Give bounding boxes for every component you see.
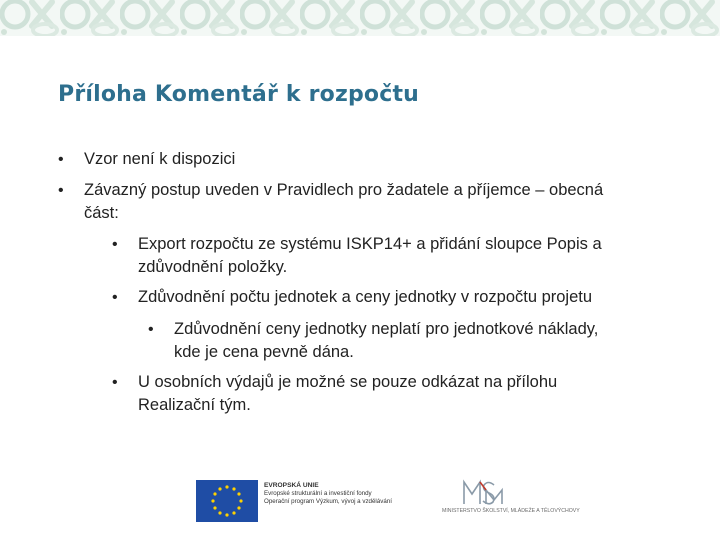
bullet-text: Závazný postup uveden v Pravidlech pro žadatele a příjemce – obecná: [84, 181, 604, 199]
slide-title: Příloha Komentář k rozpočtu: [58, 82, 420, 107]
bullet-text: Zdůvodnění ceny jednotky neplatí pro jednotkové náklady,: [174, 320, 599, 338]
bullet-item: [112, 371, 558, 417]
eu-logo-text: [264, 482, 434, 506]
eu-flag-icon: [196, 480, 258, 522]
footer-logos: [196, 476, 580, 524]
eu-logo-line: EVROPSKÁ UNIE: [264, 482, 319, 489]
msmt-logo-text: MINISTERSTVO ŠKOLSTVÍ, MLÁDEŽE A TĚLOVÝCHOVY: [442, 508, 580, 514]
bullet-text: Vzor není k dispozici: [84, 150, 236, 168]
bullet-icon: •: [58, 151, 64, 168]
bullet-text: U osobních výdajů je možné se pouze odkázat na přílohu: [138, 373, 558, 391]
bullet-item: [58, 179, 604, 225]
bullet-icon: •: [112, 289, 118, 306]
bullet-text: kde je cena pevně dána.: [174, 343, 354, 361]
bullet-text: Zdůvodnění počtu jednotek a ceny jednotky v rozpočtu projetu: [138, 288, 593, 306]
eu-logo-line: Evropské strukturální a investiční fondy: [264, 490, 372, 497]
bullet-icon: •: [112, 374, 118, 391]
bullet-icon: •: [58, 182, 64, 199]
eu-stars-icon: [196, 480, 258, 522]
bullet-text: Realizační tým.: [138, 396, 251, 414]
bullet-text: část:: [84, 204, 119, 222]
eu-logo-line: Operační program Výzkum, vývoj a vzdělávání: [264, 498, 392, 505]
bullet-text: zdůvodnění položky.: [138, 258, 288, 276]
msmt-letters-icon: [442, 476, 526, 508]
bullet-icon: •: [112, 236, 118, 253]
bullet-item: [112, 233, 602, 279]
bullet-item: [58, 148, 236, 171]
bullet-icon: •: [148, 321, 154, 338]
bullet-text: Export rozpočtu ze systému ISKP14+ a přidání sloupce Popis a: [138, 235, 602, 253]
msmt-logo-icon: [442, 476, 580, 524]
bullet-item: [112, 286, 593, 309]
bullet-item: [148, 318, 599, 364]
